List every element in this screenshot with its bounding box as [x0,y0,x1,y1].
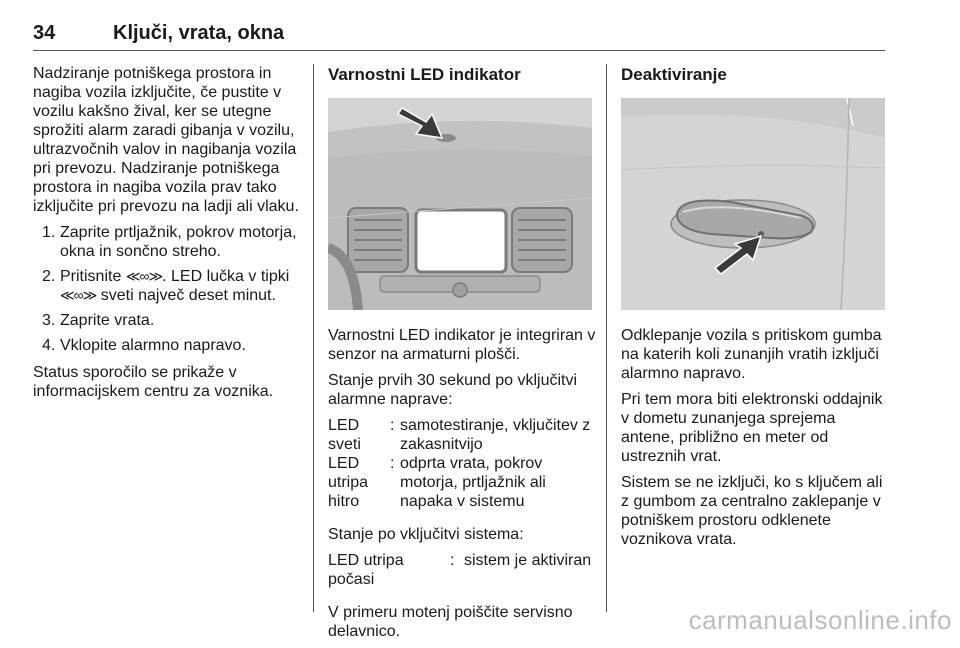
first30-intro: Stanje prvih 30 sekund po vključitvi alarmne naprave: [328,372,578,408]
deactivate-paragraph-2: Pri tem mora biti elektronski oddajnik v dometu zunanjega sprejema antene, približno en meter od ustreznih vrat. [621,391,883,465]
step-number: 3. [42,312,56,329]
definition-term: LED sveti [328,417,361,453]
column-divider [313,64,314,612]
step-text: Zaprite vrata. [60,312,155,329]
page-title: Ključi, vrata, okna [113,22,285,44]
door-handle-illustration [621,98,885,310]
watermark-text: carmanualsonline.info [688,605,952,635]
status-definitions-first30 [328,416,596,511]
steps-list [33,223,303,355]
after-intro: Stanje po vključitvi sistema: [328,526,524,543]
list-item [33,336,303,355]
column-right [621,64,889,556]
step-text: . LED lučka v tipki [162,268,290,285]
status-definitions-after [328,551,596,589]
alarm-sensor-icon: ≪∞≫ [125,268,163,284]
definition-desc: sistem je aktiviran [464,552,592,569]
definition-separator: : [390,455,395,472]
step-text: Pritisnite [60,268,122,285]
definition-separator: : [450,552,455,569]
dashboard-led-illustration [328,98,592,310]
section-heading: Varnostni LED indikator [328,65,521,84]
intro-paragraph: Nadziranje potniškega prostora in nagiba vozila izključite, če pustite v vozilu kakšno žival, ker se utegne sprožiti alarm zaradi gibanja v vozilu, ultrazvočnih valov in nagibanja vozila pri prevozu. Nadziranje potniškega prostora in nagiba vozila prav tako izključite pri prevozu na ladji ali vlaku. [33,65,299,215]
status-paragraph: Status sporočilo se prikaže v informacijskem centru za voznika. [33,364,274,400]
definition-term: LED utripa počasi [328,552,404,588]
definition-desc: odprta vrata, pokrov motorja, prtljažnik ali napaka v sistemu [400,455,546,510]
column-divider [606,64,607,612]
step-number: 2. [42,268,56,285]
deactivate-paragraph-1: Odklepanje vozila s pritiskom gumba na katerih koli zunanjih vratih izključi alarmno napravo. [621,327,882,382]
list-item [33,223,303,261]
alarm-sensor-icon: ≪∞≫ [60,287,97,303]
step-number: 1. [42,224,56,241]
step-number: 4. [42,337,56,354]
fault-paragraph: V primeru motenj poiščite servisno delavnico. [328,604,573,640]
deactivate-paragraph-3: Sistem se ne izključi, ko s ključem ali z gumbom za centralno zaklepanje v potniškem prostoru odklenete voznikova vrata. [621,474,883,548]
definition-desc: samotestiranje, vključitev z zakasnitvijo [400,417,591,453]
page-number: 34 [33,22,56,44]
led-caption: Varnostni LED indikator je integriran v senzor na armaturni plošči. [328,327,596,363]
section-heading: Deaktiviranje [621,65,727,84]
step-text: Vklopite alarmno napravo. [60,337,246,354]
step-text: sveti največ deset minut. [100,287,276,304]
column-middle [328,64,596,648]
definition-separator: : [390,417,395,434]
definition-term: LED utripa hitro [328,455,369,510]
list-item [33,311,303,330]
list-item [33,267,303,305]
page-header [33,20,885,51]
column-left [33,64,303,408]
step-text: Zaprite prtljažnik, pokrov motorja, okna in sončno streho. [60,224,297,260]
